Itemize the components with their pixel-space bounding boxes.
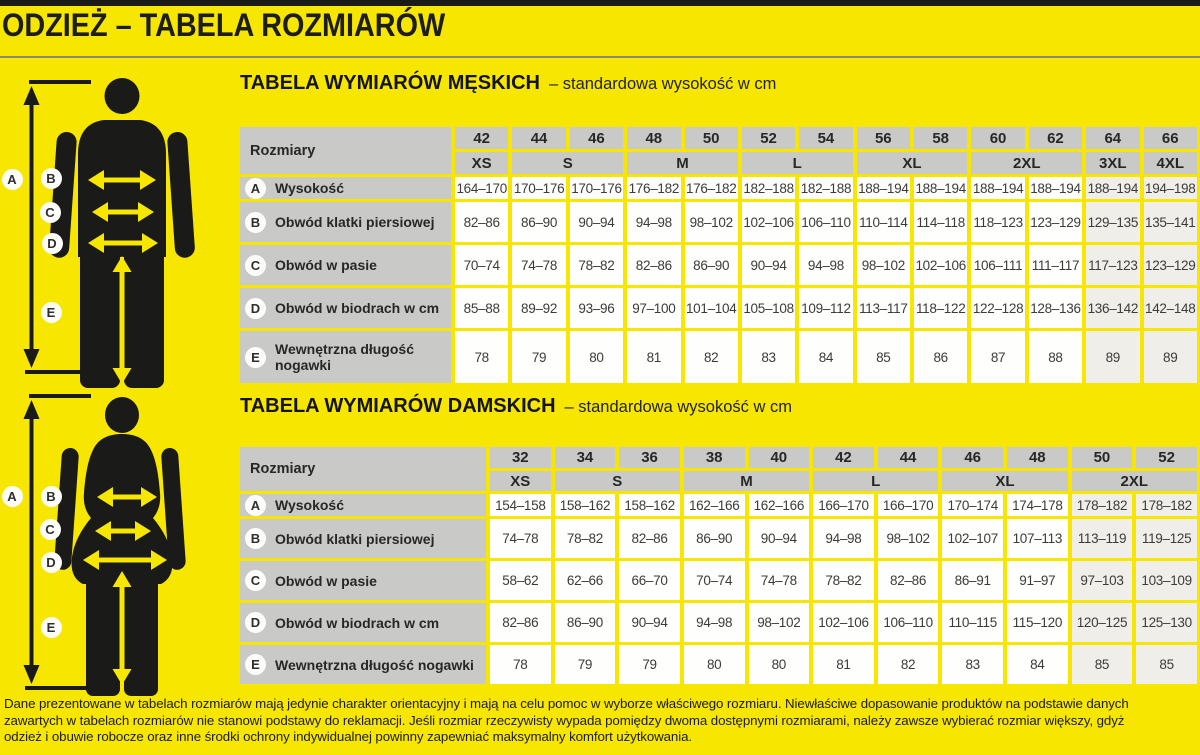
letter-badge-D: D	[245, 612, 266, 633]
men-value-cell: 188–194	[971, 177, 1024, 199]
men-value-cell: 123–129	[1144, 245, 1198, 285]
women-value-cell: 85	[1072, 645, 1133, 684]
men-value-cell: 70–74	[455, 245, 508, 285]
men-row-label-D	[240, 288, 451, 328]
women-value-cell: 98–102	[878, 519, 939, 558]
figure-letter-badge-A: A	[2, 169, 23, 190]
men-value-cell: 86–90	[512, 202, 565, 242]
women-size-group-M: M	[684, 471, 809, 491]
figure-letter-badge-D: D	[42, 233, 63, 254]
women-value-cell: 113–119	[1072, 519, 1133, 558]
men-size-group-4XL: 4XL	[1144, 152, 1198, 174]
men-size-header-44: 44	[512, 127, 565, 149]
women-measure-label: Wysokość	[275, 497, 344, 513]
men-measure-label: Wewnętrzna długość nogawki	[275, 341, 414, 373]
letter-badge-B: B	[245, 528, 266, 549]
women-value-cell: 178–182	[1136, 494, 1197, 516]
women-corner-cell-rozmiary: Rozmiary	[240, 447, 486, 491]
women-size-header-44: 44	[878, 447, 939, 468]
women-value-cell: 62–66	[555, 561, 616, 600]
women-value-cell: 86–91	[942, 561, 1003, 600]
men-size-header-52: 52	[742, 127, 795, 149]
men-value-cell: 170–176	[570, 177, 623, 199]
women-size-header-52: 52	[1136, 447, 1197, 468]
women-value-cell: 80	[749, 645, 810, 684]
women-value-cell: 103–109	[1136, 561, 1197, 600]
men-value-cell: 74–78	[512, 245, 565, 285]
women-value-cell: 97–103	[1072, 561, 1133, 600]
women-value-cell: 58–62	[490, 561, 551, 600]
women-row-D	[240, 603, 1197, 642]
women-value-cell: 125–130	[1136, 603, 1197, 642]
female-silhouette-graphic	[0, 390, 240, 700]
letter-badge-E: E	[245, 654, 266, 675]
women-measure-label: Obwód klatki piersiowej	[275, 530, 435, 547]
women-value-cell: 90–94	[619, 603, 680, 642]
men-value-cell: 188–194	[857, 177, 910, 199]
men-value-cell: 118–123	[971, 202, 1024, 242]
men-table-title: TABELA WYMIARÓW MĘSKICH	[240, 72, 540, 94]
men-value-cell: 176–182	[685, 177, 738, 199]
men-value-cell: 102–106	[914, 245, 967, 285]
men-value-cell: 86–90	[685, 245, 738, 285]
men-size-group-XS: XS	[455, 152, 508, 174]
women-size-header-46: 46	[942, 447, 1003, 468]
women-row-label-A	[240, 494, 486, 516]
men-value-cell: 135–141	[1144, 202, 1198, 242]
women-size-group-XS: XS	[490, 471, 551, 491]
male-silhouette-graphic	[0, 60, 240, 390]
women-value-cell: 79	[555, 645, 616, 684]
men-size-header-58: 58	[914, 127, 967, 149]
men-value-cell: 188–194	[914, 177, 967, 199]
women-table-title: TABELA WYMIARÓW DAMSKICH	[240, 395, 556, 417]
women-value-cell: 90–94	[749, 519, 810, 558]
disclaimer-line: odzież i obuwie robocze oraz inne środki ochrony indywidualnej powinny zapewniać maksymalny komfort użytkowania.	[4, 729, 692, 744]
women-value-cell: 86–90	[684, 519, 745, 558]
men-value-cell: 90–94	[742, 245, 795, 285]
men-value-cell: 188–194	[1029, 177, 1082, 199]
men-size-header-42: 42	[455, 127, 508, 149]
men-value-cell: 122–128	[971, 288, 1024, 328]
men-value-cell: 78	[455, 331, 508, 383]
women-value-cell: 98–102	[749, 603, 810, 642]
women-value-cell: 78–82	[555, 519, 616, 558]
men-size-group-S: S	[512, 152, 623, 174]
women-value-cell: 154–158	[490, 494, 551, 516]
women-value-cell: 84	[1007, 645, 1068, 684]
men-value-cell: 79	[512, 331, 565, 383]
letter-badge-A: A	[245, 178, 266, 199]
figure-letter-badge-E: E	[41, 617, 62, 638]
men-value-cell: 83	[742, 331, 795, 383]
men-row-A	[240, 177, 1197, 199]
women-size-header-32: 32	[490, 447, 551, 468]
letter-badge-C: C	[245, 570, 266, 591]
women-value-cell: 79	[619, 645, 680, 684]
men-value-cell: 82	[685, 331, 738, 383]
women-value-cell: 83	[942, 645, 1003, 684]
men-corner-cell-rozmiary: Rozmiary	[240, 127, 451, 174]
letter-badge-C: C	[245, 255, 266, 276]
men-value-cell: 101–104	[685, 288, 738, 328]
men-value-cell: 88	[1029, 331, 1082, 383]
men-value-cell: 188–194	[1086, 177, 1139, 199]
men-measure-label: Obwód w biodrach w cm	[275, 300, 440, 316]
women-value-cell: 74–78	[490, 519, 551, 558]
women-value-cell: 86–90	[555, 603, 616, 642]
women-section-title	[240, 395, 792, 418]
figure-letter-badge-D: D	[41, 552, 62, 573]
letter-badge-A: A	[245, 495, 266, 516]
men-value-cell: 142–148	[1144, 288, 1198, 328]
men-value-cell: 86	[914, 331, 967, 383]
men-value-cell: 111–117	[1029, 245, 1082, 285]
men-row-D	[240, 288, 1197, 328]
men-value-cell: 98–102	[857, 245, 910, 285]
men-value-cell: 106–111	[971, 245, 1024, 285]
women-measure-label: Obwód w biodrach w cm	[275, 614, 440, 631]
men-row-label-A	[240, 177, 451, 199]
men-size-header-60: 60	[971, 127, 1024, 149]
men-value-cell: 89	[1086, 331, 1139, 383]
women-value-cell: 106–110	[878, 603, 939, 642]
men-size-header-66: 66	[1144, 127, 1198, 149]
women-size-header-50: 50	[1072, 447, 1133, 468]
women-size-group-XL: XL	[942, 471, 1067, 491]
women-row-A	[240, 494, 1197, 516]
women-measure-label: Wewnętrzna długość nogawki	[275, 656, 474, 673]
men-value-cell: 87	[971, 331, 1024, 383]
women-row-E	[240, 645, 1197, 684]
men-row-C	[240, 245, 1197, 285]
women-value-cell: 74–78	[749, 561, 810, 600]
women-value-cell: 80	[684, 645, 745, 684]
women-value-cell: 91–97	[1007, 561, 1068, 600]
men-value-cell: 102–106	[742, 202, 795, 242]
women-value-cell: 158–162	[555, 494, 616, 516]
women-row-B	[240, 519, 1197, 558]
men-value-cell: 128–136	[1029, 288, 1082, 328]
men-value-cell: 182–188	[799, 177, 852, 199]
women-size-group-2XL: 2XL	[1072, 471, 1197, 491]
men-size-header-50: 50	[685, 127, 738, 149]
women-value-cell: 174–178	[1007, 494, 1068, 516]
men-size-group-3XL: 3XL	[1086, 152, 1139, 174]
men-row-E	[240, 331, 1197, 383]
men-value-cell: 90–94	[570, 202, 623, 242]
female-figure-diagram	[0, 390, 240, 700]
letter-badge-B: B	[245, 212, 266, 233]
women-size-group-S: S	[555, 471, 680, 491]
men-value-cell: 110–114	[857, 202, 910, 242]
women-size-header-42: 42	[813, 447, 874, 468]
women-value-cell: 81	[813, 645, 874, 684]
men-value-cell: 194–198	[1144, 177, 1198, 199]
women-value-cell: 107–113	[1007, 519, 1068, 558]
women-row-C	[240, 561, 1197, 600]
women-size-group-L: L	[813, 471, 938, 491]
top-black-bar	[0, 0, 1200, 6]
men-value-cell: 89	[1144, 331, 1198, 383]
women-value-cell: 70–74	[684, 561, 745, 600]
men-value-cell: 117–123	[1086, 245, 1139, 285]
women-size-header-34: 34	[555, 447, 616, 468]
men-value-cell: 106–110	[799, 202, 852, 242]
women-value-cell: 82–86	[878, 561, 939, 600]
women-value-cell: 162–166	[684, 494, 745, 516]
men-row-B	[240, 202, 1197, 242]
men-value-cell: 113–117	[857, 288, 910, 328]
figure-letter-badge-A: A	[2, 486, 23, 507]
letter-badge-D: D	[245, 298, 266, 319]
men-value-cell: 85–88	[455, 288, 508, 328]
men-size-header-56: 56	[857, 127, 910, 149]
women-value-cell: 82	[878, 645, 939, 684]
men-value-cell: 89–92	[512, 288, 565, 328]
men-size-table	[236, 124, 1200, 386]
men-value-cell: 82–86	[627, 245, 680, 285]
men-table-subtitle: – standardowa wysokość w cm	[548, 75, 777, 93]
women-value-cell: 82–86	[490, 603, 551, 642]
figure-letter-badge-B: B	[41, 168, 62, 189]
men-size-header-48: 48	[627, 127, 680, 149]
men-value-cell: 136–142	[1086, 288, 1139, 328]
women-size-table	[236, 444, 1200, 687]
men-value-cell: 105–108	[742, 288, 795, 328]
women-value-cell: 162–166	[749, 494, 810, 516]
disclaimer-text	[4, 696, 1196, 746]
women-value-cell: 82–86	[619, 519, 680, 558]
men-value-cell: 80	[570, 331, 623, 383]
women-value-cell: 85	[1136, 645, 1197, 684]
men-value-cell: 98–102	[685, 202, 738, 242]
women-value-cell: 78	[490, 645, 551, 684]
women-value-cell: 94–98	[813, 519, 874, 558]
women-value-cell: 102–107	[942, 519, 1003, 558]
men-value-cell: 176–182	[627, 177, 680, 199]
men-value-cell: 129–135	[1086, 202, 1139, 242]
women-measure-label: Obwód w pasie	[275, 572, 377, 589]
men-size-header-64: 64	[1086, 127, 1139, 149]
men-value-cell: 84	[799, 331, 852, 383]
men-section-title	[240, 72, 776, 95]
women-value-cell: 166–170	[813, 494, 874, 516]
women-value-cell: 120–125	[1072, 603, 1133, 642]
page-title: ODZIEŻ – TABELA ROZMIARÓW	[2, 7, 446, 43]
women-value-cell: 102–106	[813, 603, 874, 642]
women-value-cell: 170–174	[942, 494, 1003, 516]
men-value-cell: 93–96	[570, 288, 623, 328]
women-value-cell: 94–98	[684, 603, 745, 642]
figure-letter-badge-C: C	[40, 202, 61, 223]
male-figure-diagram	[0, 60, 240, 390]
header-divider-line	[0, 56, 1200, 58]
letter-badge-E: E	[245, 347, 266, 368]
men-value-cell: 78–82	[570, 245, 623, 285]
men-value-cell: 94–98	[799, 245, 852, 285]
women-size-header-40: 40	[749, 447, 810, 468]
women-value-cell: 78–82	[813, 561, 874, 600]
men-value-cell: 94–98	[627, 202, 680, 242]
men-value-cell: 85	[857, 331, 910, 383]
men-value-cell: 123–129	[1029, 202, 1082, 242]
men-value-cell: 170–176	[512, 177, 565, 199]
men-value-cell: 164–170	[455, 177, 508, 199]
men-value-cell: 182–188	[742, 177, 795, 199]
women-row-label-C	[240, 561, 486, 600]
women-row-label-E	[240, 645, 486, 684]
women-table-subtitle: – standardowa wysokość w cm	[564, 398, 792, 416]
women-size-header-38: 38	[684, 447, 745, 468]
men-size-header-46: 46	[570, 127, 623, 149]
men-size-group-2XL: 2XL	[971, 152, 1082, 174]
men-measure-label: Wysokość	[275, 180, 344, 196]
women-size-table-section	[240, 390, 1200, 700]
women-value-cell: 166–170	[878, 494, 939, 516]
women-value-cell: 115–120	[1007, 603, 1068, 642]
men-size-table-section	[240, 60, 1200, 390]
women-size-header-48: 48	[1007, 447, 1068, 468]
men-row-label-B	[240, 202, 451, 242]
women-row-label-D	[240, 603, 486, 642]
men-value-cell: 114–118	[914, 202, 967, 242]
men-measure-label: Obwód w pasie	[275, 257, 377, 273]
figure-letter-badge-E: E	[41, 302, 62, 323]
men-measure-label: Obwód klatki piersiowej	[275, 214, 435, 230]
women-value-cell: 119–125	[1136, 519, 1197, 558]
men-value-cell: 81	[627, 331, 680, 383]
men-value-cell: 97–100	[627, 288, 680, 328]
men-size-header-62: 62	[1029, 127, 1082, 149]
men-size-group-XL: XL	[857, 152, 968, 174]
men-value-cell: 109–112	[799, 288, 852, 328]
women-value-cell: 158–162	[619, 494, 680, 516]
men-value-cell: 82–86	[455, 202, 508, 242]
figure-letter-badge-B: B	[41, 486, 62, 507]
men-row-label-E	[240, 331, 451, 383]
women-value-cell: 66–70	[619, 561, 680, 600]
disclaimer-line: Dane prezentowane w tabelach rozmiarów mają jedynie charakter orientacyjny i mają na celu pomoc w wyborze właściwego rozmiaru. Niewłaściwe dopasowanie produktów na podstawie danych	[4, 696, 1129, 711]
women-value-cell: 178–182	[1072, 494, 1133, 516]
disclaimer-line: zawartych w tabelach rozmiarów nie stanowi podstawy do reklamacji. Jeśli rozmiar rzeczywisty wypada pomiędzy dwoma dostępnymi rozmiarami, należy zawsze wybierać rozmiar większy, gdyż	[4, 712, 1125, 728]
women-value-cell: 110–115	[942, 603, 1003, 642]
women-row-label-B	[240, 519, 486, 558]
figure-letter-badge-C: C	[40, 519, 61, 540]
men-value-cell: 118–122	[914, 288, 967, 328]
women-size-header-36: 36	[619, 447, 680, 468]
men-size-group-L: L	[742, 152, 853, 174]
men-row-label-C	[240, 245, 451, 285]
men-size-header-54: 54	[799, 127, 852, 149]
men-size-group-M: M	[627, 152, 738, 174]
